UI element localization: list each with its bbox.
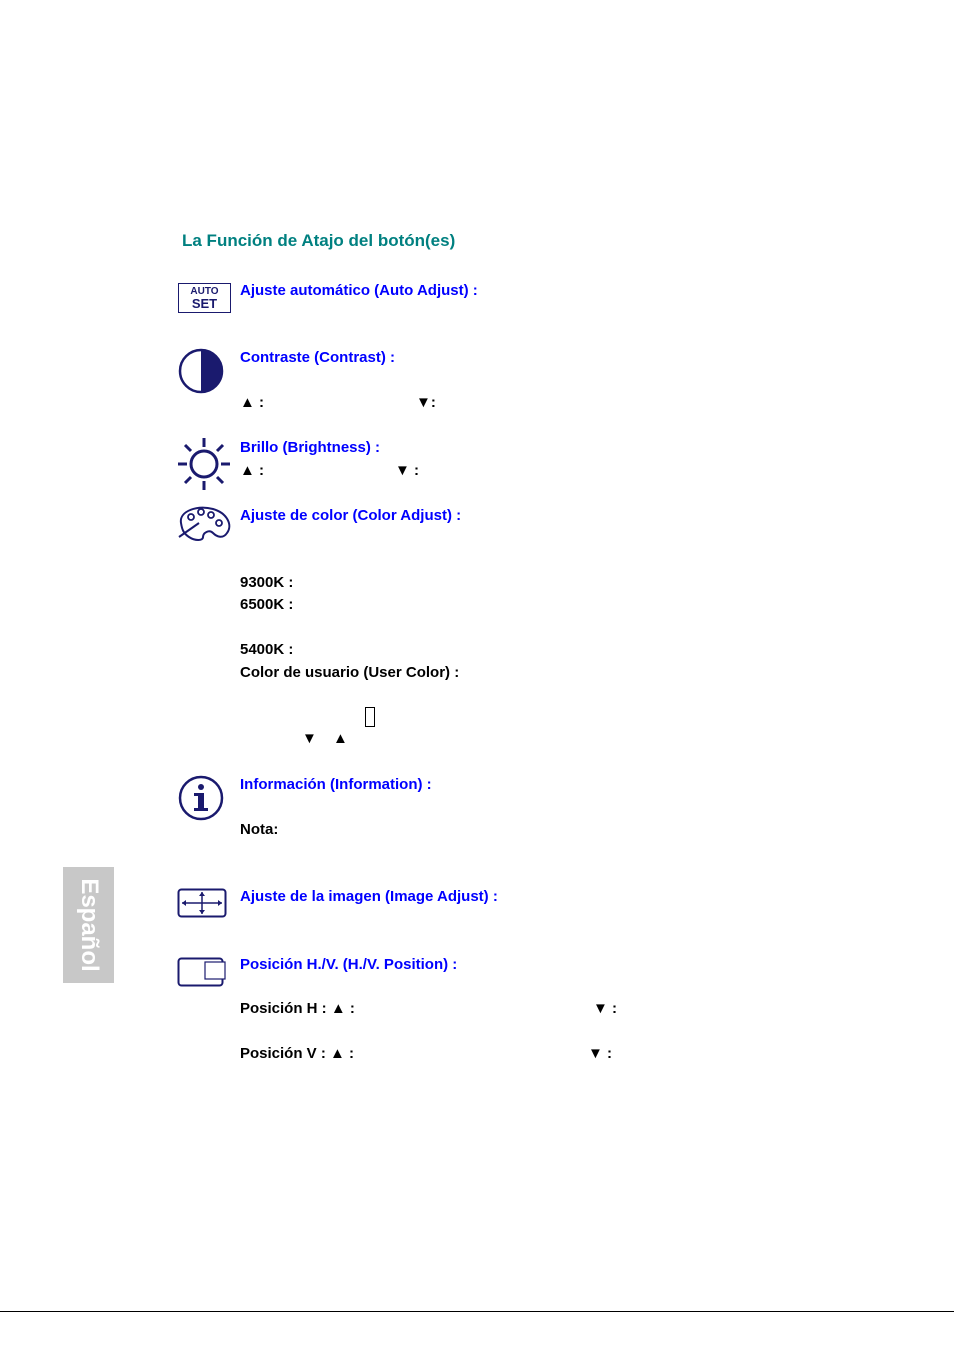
language-side-tab-label: Español	[75, 878, 103, 972]
color-6500k-label: 6500K :	[240, 596, 294, 613]
image-adjust-heading: Ajuste de la imagen (Image Adjust) :	[240, 888, 498, 905]
language-side-tab	[63, 867, 114, 983]
section-title: La Función de Atajo del botón(es)	[182, 231, 456, 250]
h-position-down-label: ▼ :	[593, 1000, 618, 1017]
hv-position-icon	[177, 956, 227, 988]
contrast-up-label: ▲ :	[240, 394, 265, 411]
auto-set-icon-bottom: SET	[191, 296, 218, 311]
brightness-heading: Brillo (Brightness) :	[240, 439, 381, 456]
auto-set-icon	[178, 283, 231, 313]
footer-rule	[0, 1311, 954, 1312]
placeholder-box	[365, 707, 375, 727]
brightness-icon	[176, 436, 232, 492]
information-heading: Información (Information) :	[240, 776, 432, 793]
h-position-up-label: Posición H : ▲ :	[240, 1000, 355, 1017]
down-arrow-glyph: ▼	[302, 730, 317, 747]
auto-adjust-heading: Ajuste automático (Auto Adjust) :	[240, 282, 478, 299]
contrast-down-label: ▼:	[416, 394, 436, 411]
contrast-heading: Contraste (Contrast) :	[240, 349, 396, 366]
information-icon	[178, 775, 224, 821]
user-color-label: Color de usuario (User Color) :	[240, 664, 460, 681]
color-5400k-label: 5400K :	[240, 641, 294, 658]
v-position-up-label: Posición V : ▲ :	[240, 1045, 355, 1062]
brightness-up-label: ▲ :	[240, 462, 265, 479]
hv-position-heading: Posición H./V. (H./V. Position) :	[240, 956, 458, 973]
color-palette-icon	[177, 503, 233, 543]
note-label: Nota:	[240, 821, 279, 838]
brightness-down-label: ▼ :	[395, 462, 420, 479]
v-position-down-label: ▼ :	[588, 1045, 613, 1062]
color-9300k-label: 9300K :	[240, 574, 294, 591]
contrast-icon	[178, 348, 224, 394]
color-adjust-heading: Ajuste de color (Color Adjust) :	[240, 507, 462, 524]
up-arrow-glyph: ▲	[333, 730, 348, 747]
auto-set-icon-top: AUTO	[190, 286, 219, 297]
image-adjust-icon	[177, 888, 227, 918]
